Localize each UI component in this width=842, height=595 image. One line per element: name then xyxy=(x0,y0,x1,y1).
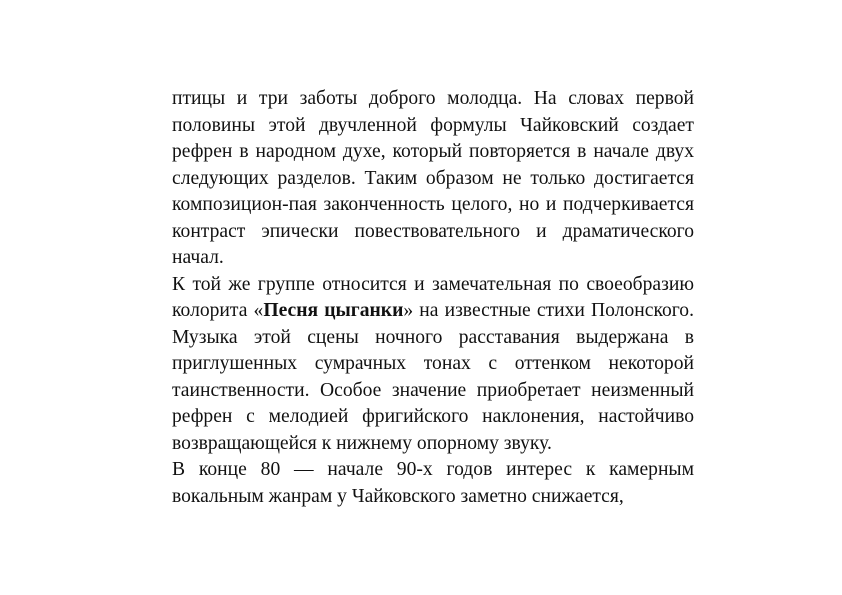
paragraph-continuation: птицы и три заботы доброго молодца. На словах первой половины этой двучленной формулы Чайковский создает рефрен в народном духе, который повторяется в начале двух следующих разделов. Таким образом не только достигается композицион-пая законченность целого, но и подчеркивается контраст эпически повествовательного и драматического начал. xyxy=(172,88,694,268)
song-title: Песня цыганки xyxy=(263,300,404,321)
paragraph-text-after: » на известные стихи Полонского. Музыка этой сцены ночного расставания выдержана в приглушенных сумрачных тонах с оттенком некоторой таинственности. Особое значение приобретает неизменный рефрен с мелодией фригийского наклонения, настойчиво возвращающейся к нижнему опорному звуку. xyxy=(172,300,695,454)
paragraph-text-before: К той же группе относится и замечательная по своеобразию колорита « xyxy=(172,273,694,321)
body-text xyxy=(172,86,694,510)
paragraph-late-period: В конце 80 — начале 90-х годов интерес к камерным вокальным жанрам у Чайковского заметно снижается, xyxy=(172,459,694,507)
paragraph-gypsy-song xyxy=(172,272,694,458)
